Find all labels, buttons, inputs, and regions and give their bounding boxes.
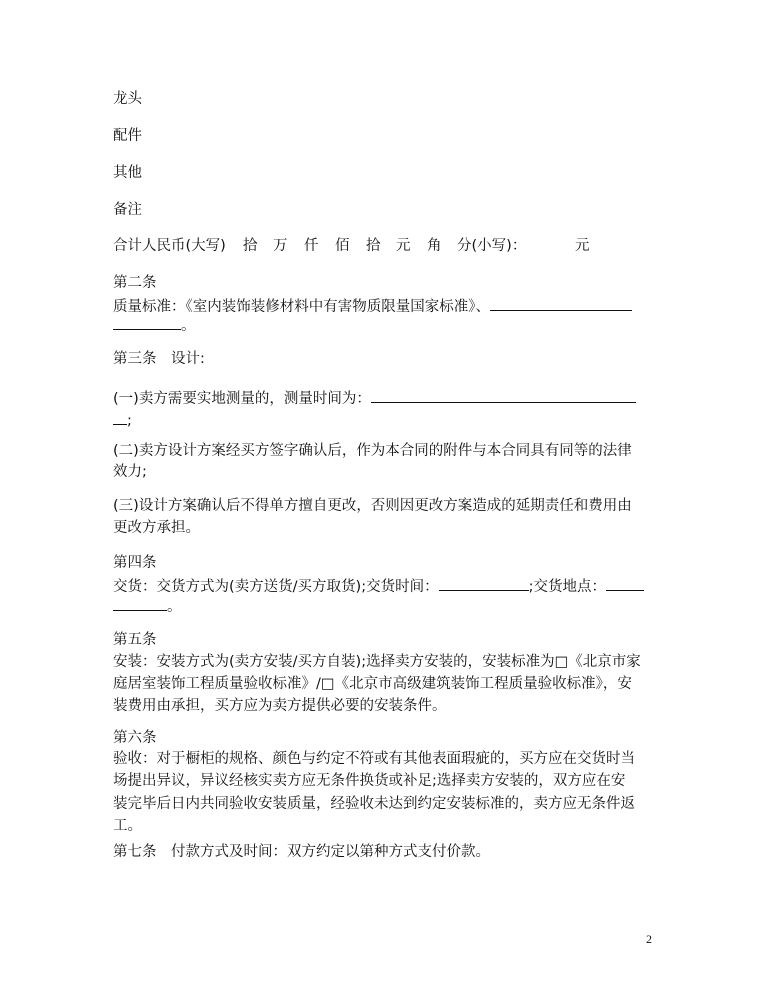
blank-field (113, 315, 181, 330)
article4-line2 (113, 596, 182, 616)
article2-line1 (113, 296, 632, 316)
article6-line: 场提出异议，异议经核实卖方应无条件换货或补足;选择卖方安装的，双方应在安 (113, 773, 626, 789)
article6-line: 验收：对于橱柜的规格、颜色与约定不符或有其他表面瑕疵的，买方应在交货时当 (113, 751, 635, 767)
item-faucet: 龙头 (113, 91, 142, 107)
unit-yuan: 元 (396, 238, 411, 254)
unit-jiao: 角 (427, 238, 442, 254)
article7-text: 第七条 付款方式及时间：双方约定以第种方式支付价款。 (113, 844, 490, 860)
article6-line: 装完毕后日内共同验收安装质量，经验收未达到约定安装标准的，卖方应无条件返 (113, 796, 635, 812)
total-label: 合计人民币(大写) (113, 238, 226, 254)
article5-title: 第五条 (113, 632, 157, 648)
period: 。 (167, 599, 182, 615)
article3-title: 第三条 设计: (113, 351, 205, 367)
period: 。 (181, 318, 196, 334)
article5-line: 庭居室装饰工程质量验收标准》/□《北京市高级建筑装饰工程质量验收标准》，安 (113, 676, 632, 692)
page-number: 2 (646, 932, 652, 946)
article2-title: 第二条 (113, 275, 157, 291)
article3-p2-line1: (二)卖方设计方案经买方签字确认后，作为本合同的附件与本合同具有同等的法律 (113, 443, 632, 459)
article3-p1 (113, 388, 636, 408)
blank-field (371, 388, 636, 403)
article3-p2-line2: 效力; (113, 464, 147, 480)
article4-line1 (113, 576, 644, 596)
article6-title: 第六条 (113, 730, 157, 746)
unit-shi: 拾 (243, 238, 258, 254)
small-yuan: 元 (575, 238, 590, 254)
article3-p3-line1: (三)设计方案确认后不得单方擅自更改，否则因更改方案造成的延期责任和费用由 (113, 498, 632, 514)
article2-line2 (113, 315, 196, 335)
blank-field (490, 296, 632, 311)
article3-p3-line2: 更改方承担。 (113, 520, 200, 536)
small-amount-label: 分(小写)： (457, 238, 527, 254)
blank-field (113, 410, 127, 425)
unit-shi-2: 拾 (366, 238, 381, 254)
total-amount-line (113, 237, 613, 255)
article4-title: 第四条 (113, 555, 157, 571)
unit-qian: 仟 (304, 238, 319, 254)
item-accessories: 配件 (113, 128, 142, 144)
article5-line: 装费用由承担，买方应为卖方提供必要的安装条件。 (113, 698, 447, 714)
article5-line: 安装：安装方式为(卖方安装/买方自装);选择卖方安装的，安装标准为□《北京市家 (113, 654, 641, 670)
delivery-text: 交货：交货方式为(卖方送货/买方取货);交货时间： (113, 579, 439, 595)
item-remarks: 备注 (113, 202, 142, 218)
p1-text: (一)卖方需要实地测量的，测量时间为： (113, 391, 371, 407)
item-other: 其他 (113, 165, 142, 181)
delivery-place-text: ;交货地点： (528, 579, 606, 595)
article3-p1-line2 (113, 410, 132, 430)
article6-line: 工。 (113, 818, 142, 834)
blank-field (606, 576, 644, 591)
blank-field (439, 576, 529, 591)
unit-bai: 佰 (335, 238, 350, 254)
semicolon: ; (127, 413, 132, 429)
quality-standard-text: 质量标准：《室内装饰装修材料中有害物质限量国家标准》、 (113, 299, 490, 315)
unit-wan: 万 (273, 238, 288, 254)
blank-field (113, 596, 167, 611)
